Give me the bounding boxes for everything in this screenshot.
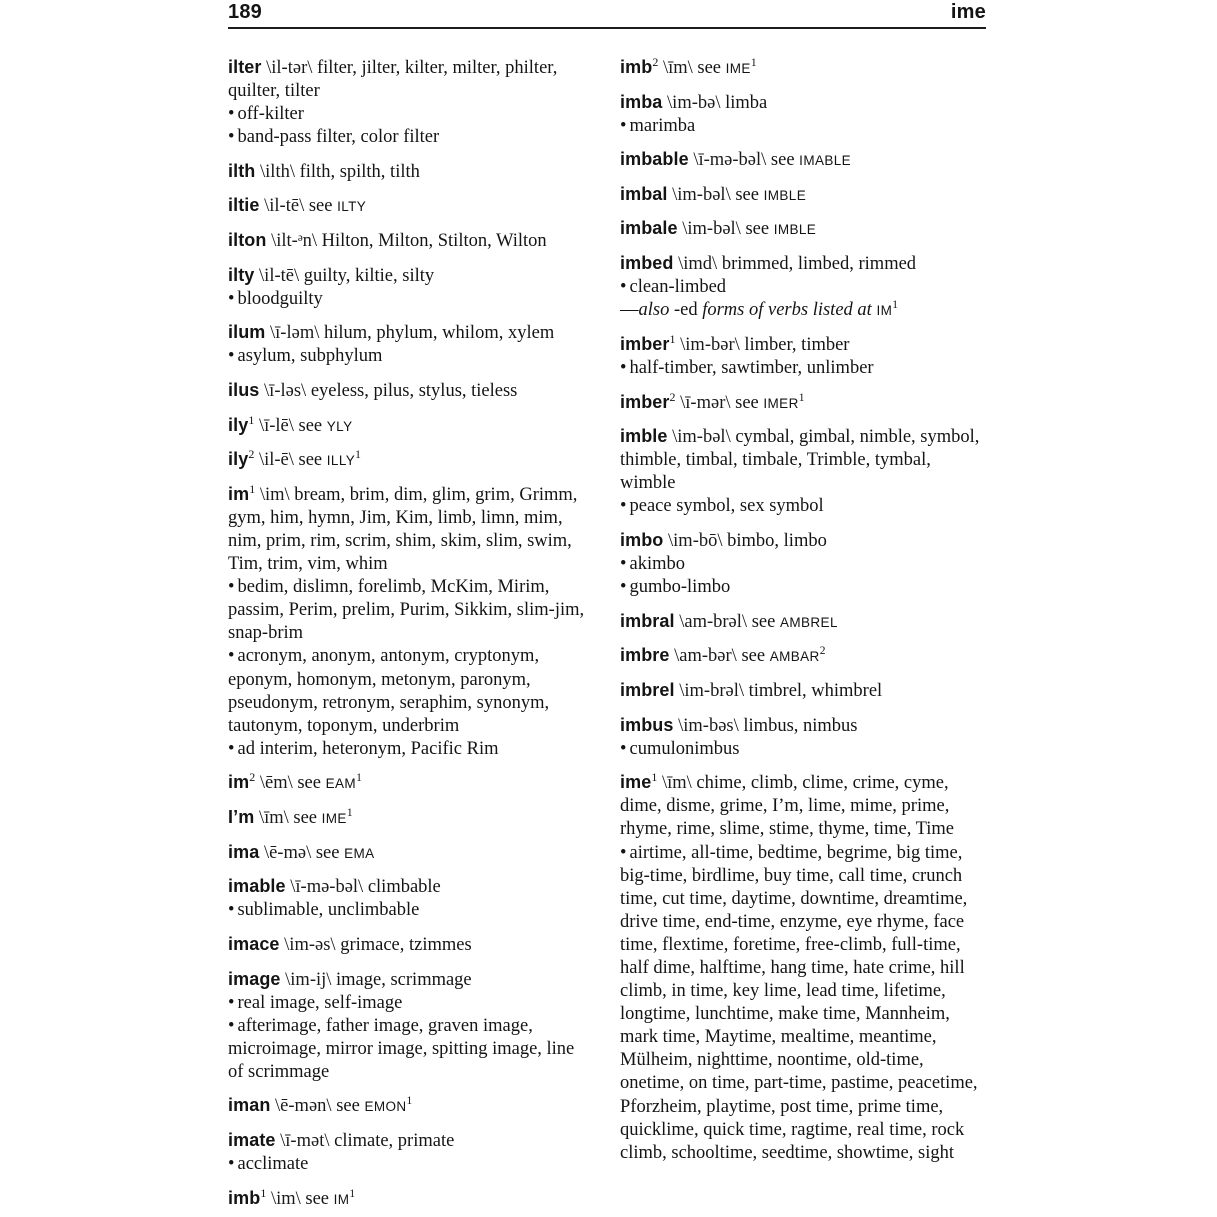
see-label: see (298, 450, 327, 471)
bullet-line (620, 357, 986, 380)
bullet-words: band-pass filter, color filter (237, 127, 440, 148)
bullet-words: gumbo-limbo (629, 577, 731, 598)
cross-reference-superscript: 1 (750, 56, 757, 69)
bullet-icon: • (228, 288, 235, 309)
bullet-icon: • (228, 104, 235, 125)
headword: imble (620, 426, 668, 447)
headword: imable (228, 876, 286, 897)
rhyme-words: climate, primate (334, 1131, 455, 1152)
bullet-line (228, 576, 594, 645)
bullet-icon: • (228, 127, 235, 148)
headword: ilty (228, 264, 255, 285)
rhyme-words: cymbal, gimbal, nimble, symbol, thimble, timbal, timbale, Trimble, tymbal, wimble (620, 427, 980, 494)
cross-reference: IM (333, 1191, 350, 1207)
bullet-words: real image, self-image (237, 992, 403, 1013)
headword: ilth (228, 160, 256, 181)
cross-reference-superscript: 1 (892, 299, 898, 312)
dictionary-entry (620, 529, 986, 599)
cross-reference: IME (725, 61, 751, 76)
cross-reference: IMBLE (763, 187, 807, 203)
headword: image (228, 968, 281, 989)
pronunciation: \ī-lē\ (254, 415, 299, 436)
headword: imbal (620, 183, 668, 204)
dictionary-entry (620, 610, 986, 634)
bullet-icon: • (228, 1015, 235, 1036)
see-label: see (297, 773, 326, 794)
bullet-line (620, 576, 986, 599)
dictionary-entry (620, 56, 986, 80)
entry-headline (228, 933, 594, 957)
headword: iltie (228, 195, 260, 216)
bullet-line (228, 899, 594, 922)
rhyme-words: grimace, tzimmes (340, 934, 472, 955)
cross-reference-superscript: 1 (406, 1095, 413, 1108)
headword-superscript: 2 (652, 54, 659, 69)
rhyme-words: bream, brim, dim, glim, grim, Grimm, gym, him, hymn, Jim, Kim, limb, limn, mim, nim, prim, rim, scrim, shim, skim, slim, swim, Tim, trim, vim, whim (228, 484, 578, 575)
dictionary-entry (228, 1187, 594, 1211)
pronunciation: \im\ (266, 1188, 306, 1209)
bullet-words: bloodguilty (237, 288, 323, 309)
entry-headline (228, 379, 594, 403)
cross-reference-superscript: 2 (819, 645, 826, 658)
entry-headline (228, 1187, 594, 1211)
note-text: -ed (669, 300, 703, 321)
see-label: see (305, 1188, 334, 1209)
bullet-line (620, 553, 986, 576)
note-italic: also (638, 300, 670, 321)
entry-headline (228, 321, 594, 345)
entry-headline (620, 217, 986, 241)
cross-reference: ILTY (337, 199, 367, 215)
headword: imbrel (620, 679, 675, 700)
bullet-icon: • (228, 646, 235, 667)
rhyme-words: climbable (367, 877, 441, 898)
bullet-words: bedim, dislimn, forelimb, McKim, Mirim, passim, Perim, prelim, Purim, Sikkim, slim-jim, snap-brim (228, 577, 585, 644)
bullet-line (620, 738, 986, 761)
headword: imb (620, 57, 653, 77)
pronunciation: \am-bər\ (669, 646, 742, 667)
pronunciation: \ē-mən\ (270, 1096, 337, 1117)
cross-reference: EMON (364, 1099, 407, 1115)
see-label: see (336, 1096, 365, 1117)
cross-reference-superscript: 1 (349, 1187, 356, 1200)
dictionary-entry (228, 194, 594, 218)
bullet-line (228, 738, 594, 761)
rhyme-words: hilum, phylum, whilom, xylem (323, 323, 555, 344)
cross-reference: IME (321, 811, 347, 827)
cross-reference: AMBREL (779, 614, 838, 630)
bullet-line (228, 1015, 594, 1084)
entry-headline (228, 483, 594, 576)
pronunciation: \im-brəl\ (674, 680, 749, 701)
pronunciation: \īm\ (658, 58, 698, 78)
headword: imbral (620, 610, 675, 631)
cross-reference: EMA (344, 845, 375, 861)
dictionary-entry (228, 968, 594, 1084)
dictionary-entry (228, 229, 594, 253)
dictionary-entry (228, 414, 594, 438)
bullet-words: off-kilter (237, 104, 304, 125)
dictionary-entry (228, 483, 594, 761)
see-label: see (697, 58, 726, 78)
pronunciation: \im-bəl\ (677, 219, 746, 240)
bullet-line (620, 276, 986, 299)
pronunciation: \im-bər\ (675, 334, 745, 355)
note-text: — (620, 300, 639, 321)
entry-headline (620, 425, 986, 495)
headword: ime (620, 772, 652, 793)
bullet-line (620, 115, 986, 138)
pronunciation: \ī-mə-bəl\ (688, 150, 771, 171)
bullet-line (620, 495, 986, 518)
dictionary-entry (228, 841, 594, 865)
pronunciation: \ēm\ (255, 773, 298, 794)
bullet-icon: • (620, 115, 627, 136)
headword-superscript: 2 (248, 447, 255, 462)
bullet-icon: • (620, 577, 627, 598)
headword: ilum (228, 322, 266, 343)
headword-superscript: 2 (669, 389, 676, 404)
headword: im (228, 483, 250, 504)
cross-reference: AMBAR (769, 649, 820, 665)
entry-headline (228, 771, 594, 795)
cross-reference: YLY (326, 418, 353, 434)
bullet-words: cumulonimbus (629, 738, 740, 759)
pronunciation: \ī-ləs\ (259, 381, 311, 402)
bullet-icon: • (620, 738, 627, 759)
cross-reference-superscript: 1 (356, 772, 362, 785)
pronunciation: \imd\ (673, 254, 722, 275)
rhyme-words: bimbo, limbo (727, 531, 827, 551)
rhyme-words: brimmed, limbed, rimmed (721, 254, 917, 275)
entry-headline (620, 56, 986, 80)
headword-superscript: 2 (249, 770, 256, 785)
entry-headline (228, 414, 594, 438)
see-label: see (315, 842, 345, 863)
pronunciation: \im-əs\ (279, 934, 341, 955)
rhyme-words: filter, jilter, kilter, milter, philter, quilter, tilter (228, 58, 558, 102)
bullet-line (228, 126, 594, 149)
entry-headline (620, 91, 986, 115)
headword: ima (228, 841, 260, 862)
dictionary-entry (620, 391, 986, 415)
bullet-icon: • (620, 357, 627, 378)
cross-reference: IM (876, 303, 893, 319)
headword-superscript: 1 (248, 412, 255, 427)
entry-headline (620, 714, 986, 738)
guide-word: ime (950, 2, 986, 23)
headword: imbus (620, 714, 674, 735)
pronunciation: \ī-mə-bəl\ (285, 877, 368, 898)
bullet-icon: • (228, 1154, 235, 1175)
bullet-icon: • (620, 842, 627, 863)
entry-headline (228, 160, 594, 184)
entry-headline (620, 644, 986, 668)
see-label: see (735, 184, 764, 205)
bullet-icon: • (228, 900, 235, 921)
bullet-words: marimba (629, 115, 696, 136)
bullet-words: half-timber, sawtimber, unlimber (629, 357, 874, 378)
dictionary-entry (620, 644, 986, 668)
dictionary-entry (620, 183, 986, 207)
headword: imber (620, 333, 670, 354)
pronunciation: \ilth\ (255, 161, 300, 182)
pronunciation: \ī-ləm\ (265, 323, 324, 344)
dictionary-entry (620, 714, 986, 761)
dictionary-entry (620, 679, 986, 703)
rhyme-words: limber, timber (744, 334, 850, 355)
headword: imbed (620, 253, 674, 274)
pronunciation: \il-tē\ (254, 265, 304, 286)
dictionary-page (228, 2, 986, 1215)
bullet-icon: • (228, 738, 235, 759)
entry-headline (228, 968, 594, 992)
pronunciation: \im-bəl\ (667, 184, 736, 205)
rhyme-words: guilty, kiltie, silty (303, 265, 435, 286)
pronunciation: \im-bō\ (663, 531, 728, 551)
page-number: 189 (228, 2, 262, 23)
rhyme-words: eyeless, pilus, stylus, tieless (310, 381, 518, 402)
rhyme-words: filth, spilth, tilth (299, 161, 420, 182)
pronunciation: \im-bəl\ (667, 427, 736, 448)
pronunciation: \im-bəs\ (673, 715, 744, 736)
rhyme-words: timbrel, whimbrel (748, 680, 883, 701)
entry-headline (228, 56, 594, 103)
headword-superscript: 1 (669, 331, 676, 346)
dictionary-entry (228, 806, 594, 830)
pronunciation: \im\ (255, 484, 295, 505)
bullet-words: clean-limbed (629, 277, 727, 298)
headword: imace (228, 933, 280, 954)
entry-headline (620, 679, 986, 703)
pronunciation: \il-tər\ (261, 58, 317, 78)
bullet-line (228, 103, 594, 126)
bullet-words: afterimage, father image, graven image, microimage, mirror image, spitting image, line of scrimmage (228, 1015, 575, 1082)
rhyme-words: Hilton, Milton, Stilton, Wilton (321, 231, 547, 252)
bullet-line (620, 842, 986, 1165)
dictionary-entry (228, 448, 594, 472)
headword: ily (228, 414, 249, 435)
dictionary-entry (228, 1094, 594, 1118)
bullet-words: akimbo (629, 554, 685, 575)
bullet-icon: • (228, 346, 235, 367)
pronunciation: \im-bə\ (662, 92, 726, 113)
bullet-line (228, 288, 594, 311)
rhyme-words: chime, climb, clime, crime, cyme, dime, disme, grime, I’m, lime, mime, prime, rhyme, rime, slime, stime, thyme, time, Time (620, 773, 955, 840)
entry-headline (620, 183, 986, 207)
dictionary-entry (228, 56, 594, 149)
bullet-icon: • (228, 577, 235, 598)
bullet-line (228, 1153, 594, 1176)
bullet-icon: • (620, 277, 627, 298)
pronunciation: \īm\ (254, 808, 294, 829)
bullet-line (228, 645, 594, 737)
bullet-line (228, 992, 594, 1015)
cross-reference: IMABLE (799, 153, 852, 169)
headword: imbre (620, 645, 670, 666)
see-label: see (770, 150, 800, 171)
headword: imbo (620, 530, 664, 550)
cross-reference: EAM (325, 776, 357, 792)
cross-reference-superscript: 1 (346, 806, 353, 819)
dictionary-entry (620, 217, 986, 241)
headword: imber (620, 391, 670, 412)
headword: imbale (620, 218, 678, 239)
headword: ilter (228, 57, 262, 77)
headword: ily (228, 449, 249, 470)
entry-headline (228, 194, 594, 218)
pronunciation: \am-brəl\ (674, 611, 752, 632)
bullet-words: acclimate (237, 1154, 309, 1175)
headword: imb (228, 1187, 261, 1208)
dictionary-entry (620, 148, 986, 172)
left-column (228, 56, 594, 1215)
right-column (620, 56, 986, 1215)
dictionary-entry (228, 933, 594, 957)
entry-headline (620, 610, 986, 634)
dictionary-entry (228, 264, 594, 311)
see-label: see (741, 646, 770, 667)
entry-headline (228, 1094, 594, 1118)
bullet-icon: • (228, 992, 235, 1013)
bullet-words: acronym, anonym, antonym, cryptonym, eponym, homonym, metonym, paronym, pseudonym, retronym, seraphim, synonym, tautonym, toponym, underbrim (228, 646, 550, 736)
entry-headline (228, 806, 594, 830)
dictionary-entry (228, 875, 594, 922)
headword-superscript: 1 (260, 1185, 267, 1200)
entry-headline (620, 529, 986, 553)
pronunciation: \īm\ (657, 773, 697, 794)
page-header (228, 2, 986, 29)
bullet-words: peace symbol, sex symbol (629, 496, 824, 517)
pronunciation: \ī-mət\ (275, 1131, 335, 1152)
entry-headline (228, 229, 594, 253)
dictionary-entry (228, 771, 594, 795)
pronunciation: \ī-mər\ (675, 392, 736, 413)
headword: iman (228, 1095, 271, 1116)
dictionary-entry (228, 160, 594, 184)
see-label: see (745, 219, 774, 240)
rhyme-words: limbus, nimbus (743, 715, 858, 736)
headword: ilton (228, 230, 267, 251)
cross-reference: ILLY (326, 453, 356, 469)
cross-reference: IMBLE (773, 222, 817, 238)
bullet-words: sublimable, unclimbable (237, 900, 420, 921)
see-label: see (293, 808, 322, 829)
entry-headline (228, 1129, 594, 1153)
bullet-line (228, 345, 594, 368)
bullet-icon: • (620, 496, 627, 517)
bullet-words: ad interim, heteronym, Pacific Rim (237, 738, 499, 759)
bullet-words: airtime, all-time, bedtime, begrime, big time, big-time, birdlime, buy time, call time, crunch time, cut time, daytime, downtime, dreamtime, drive time, end-time, enzyme, eye rhyme, face time, flextime, foretime, free-climb, full-time, half dime, halftime, hang time, hate crime, hill climb, in time, key lime, lead time, lifetime, longtime, lunchtime, make time, Mannheim, mark time, Maytime, mealtime, meantime, Mülheim, nighttime, noontime, old-time, onetime, on time, part-time, pastime, peacetime, Pforzheim, playtime, post time, prime time, quicklime, quick time, ragtime, real time, rock climb, schooltime, seedtime, showtime, sight (620, 842, 978, 1163)
headword: imba (620, 91, 663, 112)
see-label: see (298, 415, 327, 436)
entry-headline (228, 448, 594, 472)
dictionary-entry (620, 771, 986, 1165)
rhyme-words: image, scrimmage (336, 969, 472, 990)
headword: I’m (228, 807, 255, 828)
entry-headline (620, 771, 986, 841)
dictionary-entry (228, 321, 594, 368)
columns-container (228, 56, 986, 1215)
dictionary-entry (228, 1129, 594, 1176)
dictionary-entry (620, 425, 986, 518)
dictionary-entry (620, 252, 986, 322)
see-label: see (751, 611, 780, 632)
headword-superscript: 1 (249, 481, 256, 496)
cross-reference: IMER (763, 395, 799, 411)
pronunciation: \il-ē\ (254, 450, 299, 471)
bullet-icon: • (620, 554, 627, 575)
entry-headline (228, 841, 594, 865)
note-italic: forms of verbs listed at (702, 300, 877, 321)
entry-headline (620, 148, 986, 172)
headword: ilus (228, 380, 260, 401)
entry-headline (620, 333, 986, 357)
see-label: see (735, 392, 764, 413)
dictionary-entry (620, 91, 986, 138)
headword: imate (228, 1130, 276, 1151)
entry-headline (620, 252, 986, 276)
cross-reference-superscript: 1 (798, 391, 805, 404)
entry-headline (620, 391, 986, 415)
pronunciation: \im-ij\ (280, 969, 337, 990)
dictionary-entry (228, 379, 594, 403)
see-label: see (308, 196, 338, 217)
dictionary-entry (620, 333, 986, 380)
rhyme-words: limba (725, 92, 768, 113)
entry-headline (228, 264, 594, 288)
usage-note (620, 299, 986, 322)
pronunciation: \ilt-ᵊn\ (266, 231, 322, 252)
headword: im (228, 772, 250, 793)
pronunciation: \ē-mə\ (259, 842, 316, 863)
entry-headline (228, 875, 594, 899)
pronunciation: \il-tē\ (259, 196, 309, 217)
headword-superscript: 1 (651, 770, 658, 785)
bullet-words: asylum, subphylum (237, 346, 383, 367)
headword: imbable (620, 149, 689, 170)
cross-reference-superscript: 1 (355, 449, 361, 462)
